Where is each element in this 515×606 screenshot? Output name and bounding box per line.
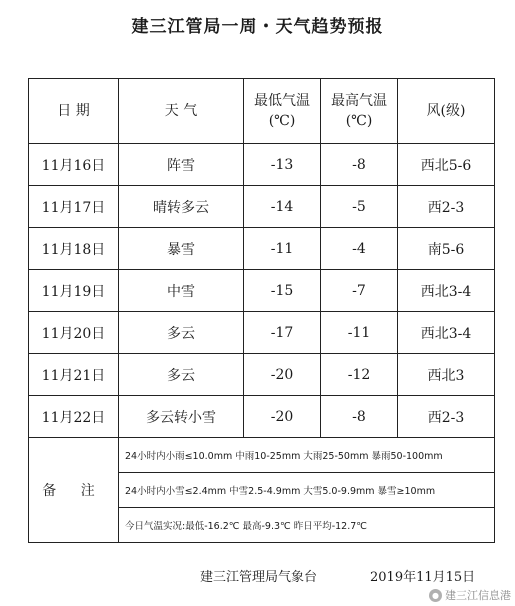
- cell-weather: 中雪: [119, 270, 244, 312]
- issue-date: 2019年11月15日: [370, 570, 476, 585]
- cell-weather: 多云: [119, 354, 244, 396]
- header-weather: 天 气: [119, 79, 244, 144]
- cell-max-temp: -8: [321, 144, 398, 186]
- table-row: [29, 396, 495, 438]
- cell-weather: 暴雪: [119, 228, 244, 270]
- cell-wind: 南5-6: [398, 228, 495, 270]
- cell-date: 11月16日: [29, 144, 119, 186]
- cell-weather: 多云: [119, 312, 244, 354]
- table-row: [29, 312, 495, 354]
- cell-max-temp: -11: [321, 312, 398, 354]
- header-min-temp: [244, 79, 321, 144]
- header-max-temp-unit: (℃): [345, 113, 373, 129]
- cell-weather: 晴转多云: [119, 186, 244, 228]
- table-row: [29, 186, 495, 228]
- watermark-text: 建三江信息港: [445, 589, 511, 602]
- note-rain-scale: 24小时内小雨≤10.0mm 中雨10-25mm 大雨25-50mm 暴雨50-100mm: [119, 438, 495, 473]
- header-min-temp-unit: (℃): [268, 113, 296, 129]
- cell-weather: 阵雪: [119, 144, 244, 186]
- cell-max-temp: -4: [321, 228, 398, 270]
- table-row: [29, 144, 495, 186]
- table-row: [29, 270, 495, 312]
- cell-wind: 西北3-4: [398, 270, 495, 312]
- watermark: [429, 587, 511, 603]
- header-row: [29, 79, 495, 144]
- cell-wind: 西北3-4: [398, 312, 495, 354]
- cell-min-temp: -17: [244, 312, 321, 354]
- note-temperature-actual: 今日气温实况:最低-16.2℃ 最高-9.3℃ 昨日平均-12.7℃: [119, 508, 495, 543]
- cell-weather: 多云转小雪: [119, 396, 244, 438]
- forecast-table: [28, 78, 495, 543]
- cell-date: 11月17日: [29, 186, 119, 228]
- cell-date: 11月19日: [29, 270, 119, 312]
- cell-date: 11月21日: [29, 354, 119, 396]
- table-row: [29, 228, 495, 270]
- document-title: 建三江管局一周・天气趋势预报: [131, 17, 384, 37]
- cell-date: 11月22日: [29, 396, 119, 438]
- header-min-temp-label: 最低气温: [254, 93, 310, 109]
- cell-max-temp: -8: [321, 396, 398, 438]
- cell-max-temp: -7: [321, 270, 398, 312]
- cell-min-temp: -20: [244, 354, 321, 396]
- cell-min-temp: -15: [244, 270, 321, 312]
- cell-date: 11月20日: [29, 312, 119, 354]
- notes-row: [29, 438, 495, 473]
- header-max-temp: [321, 79, 398, 144]
- note-snow-scale: 24小时内小雪≤2.4mm 中雪2.5-4.9mm 大雪5.0-9.9mm 暴雪≥10mm: [119, 473, 495, 508]
- header-wind: 风(级): [398, 79, 495, 144]
- cell-min-temp: -11: [244, 228, 321, 270]
- issuing-organization: 建三江管理局气象台: [200, 570, 318, 585]
- cell-wind: 西2-3: [398, 186, 495, 228]
- notes-label: 备 注: [29, 438, 119, 543]
- cell-min-temp: -13: [244, 144, 321, 186]
- cell-max-temp: -12: [321, 354, 398, 396]
- cell-date: 11月18日: [29, 228, 119, 270]
- header-date: 日 期: [29, 79, 119, 144]
- cell-wind: 西2-3: [398, 396, 495, 438]
- cell-min-temp: -20: [244, 396, 321, 438]
- table-row: [29, 354, 495, 396]
- cell-max-temp: -5: [321, 186, 398, 228]
- header-max-temp-label: 最高气温: [331, 93, 387, 109]
- cell-wind: 西北3: [398, 354, 495, 396]
- cell-min-temp: -14: [244, 186, 321, 228]
- cell-wind: 西北5-6: [398, 144, 495, 186]
- wechat-icon: ●: [429, 589, 442, 602]
